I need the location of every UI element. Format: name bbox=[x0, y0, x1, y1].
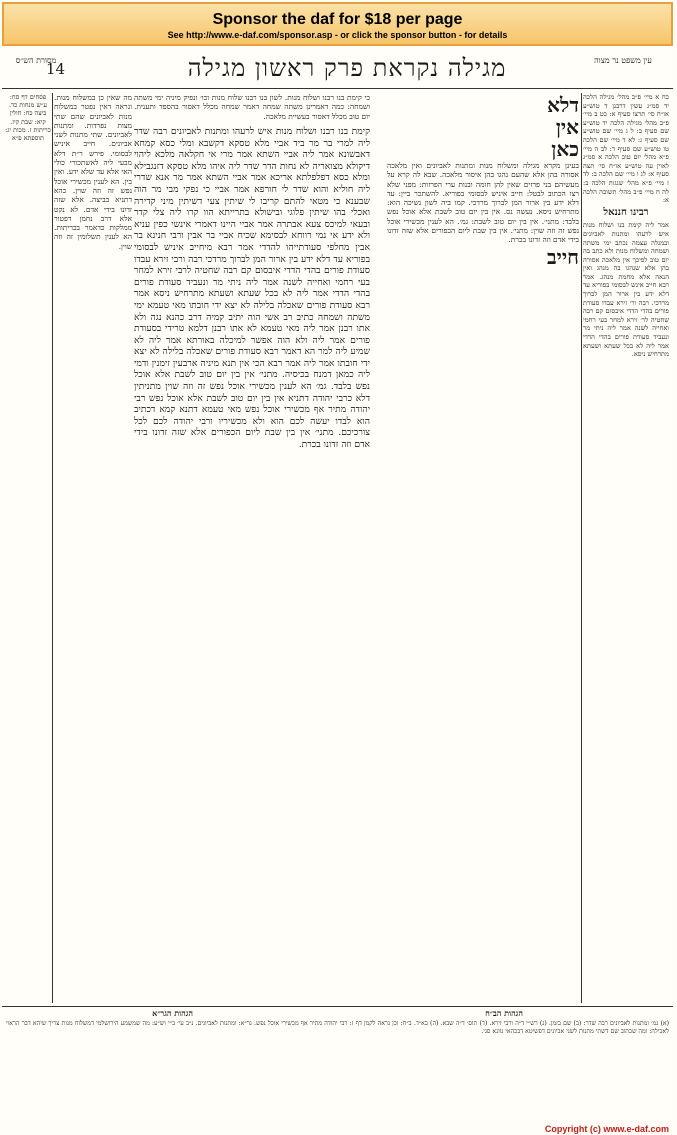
gemara-top-commentary bbox=[134, 93, 370, 125]
page-number: 14 bbox=[46, 60, 66, 78]
talmud-page bbox=[2, 48, 673, 1120]
copyright-notice[interactable]: Copyright (c) www.e-daf.com bbox=[544, 1124, 669, 1134]
column-divider-right bbox=[581, 93, 582, 1003]
gemara-top-text: כי קימת בנו רבנו ושלוח מנות. לשון בנו רבנו שלוח מנות וכו׳ ונפיק מיניה ימי משתה ושמחה: כמה דאמרינן משתה שמחה דאמר שמחה מכלל דאסור בהספד ותענית. יום טוב מכלל דאסור בעשיית מלאכה. bbox=[134, 93, 370, 121]
ein-mishpat-column bbox=[583, 93, 669, 1003]
rashi-text: בעינן מקרא מגילה ומשלוח מנות ומתנות לאביונים ואין מלאכה אסורה בהן אלא שהעם נהגו בהן איסור מלאכה. שבא לה קרא על מעשיהם בני פרזים שאין להן חומה ובנות ערי הפרזות: מפני שלא רצו הכתוב לבטל: חייב איניש לבסומי בפוריא. להשתכר ביין: עד דלא ידע בין ארור המן לברוך מרדכי. קמו ביה לשון נשיכה הוא: מתרחיש ניסא. נעשה נס. אין בין יום טוב לשבת אלא אוכל נפש בלבד: מתני׳. אין בין יום טוב לשבת: גמ׳. הא לענין מכשירי אוכל נפש זה וזה שוין: מתני׳. אין בין שבת ליום הכפורים אלא שזה זדונו בידי אדם וזה זדונו בכרת. bbox=[387, 161, 579, 245]
tosafot-text: מה שאין כן במשלוח מנות. ונראה דאין נפטר במשלוח מנות לאביונים שהם שתי מצות נפרדות. ומתנות לאביונים. שתי מתנות לשני אביונים. חייב איניש לבסומי. פירש ר״ת דלא מבעי ליה לאשתכורי כולי האי אלא עד שלא ידע. ואין בין. הא לענין מכשירי אוכל נפש זה וזה שוין. כהא דתניא בביצה. אלא שזה זדונו בידי אדם. לא נקט אלא דרב נחמן דפטור ממלקות כדאמר בכריתות. הא לענין תשלומין זה וזה שוין. bbox=[54, 93, 132, 251]
gemara-text: קימת בנו רבנו ושלוח מנות איש לרעהו ומתנות לאביונים רבה שדר ליה למרי בר מר ביד אביי מלא טסקא דקשבא ומלי כסא קמחא דאבשונא אמר ליה אביי השתא אמר מרי אי חקלאה מלכא ליהוי דיקולא מצואריה לא נחות הדר שדר ליה איהו מלא טסקא דזנגבילא ומלא כסא דפלפלתא אריכא אמר אביי השתא אמר מר אנא שדרי ליה חוליא והוא שדר לי חורפא אמר אביי כי נפקי מבי מר הוה שבענא כי מטאי להתם קריבו לי שיתין צעי דשיתין מיני קדירה ואכלי בהו שיתין פלוגי ובישולא בתרייתא הוו קרו ליה צלי קדר ובעאי למיכס צעא אבתרה אמר אביי היינו דאמרי אינשי כפין עניא ולא ידע אי נמי רווחא לבסימא שכיח אביי בר אבין ורבי חנינא בר אבין מחלפי סעודתייהו להדדי אמר רבא מיחייב איניש לבסומי בפוריא עד דלא ידע בין ארור המן לברוך מרדכי רבה ורבי זירא עבדו סעודת פורים בהדי הדדי איבסום קם רבה שחטיה לרבי זירא למחר בעי רחמי ואחייה לשנה אמר ליה ניתי מר ונעביד סעודת פורים בהדי הדדי אמר ליה לא בכל שעתא ושעתא מתרחיש ניסא אמר רבא סעודת פורים שאכלה בלילה לא יצא ידי חובתו מאי טעמא ימי משתה ושמחה כתיב רב אשי הוה יתיב קמיה דרב כהנא נגה ולא אתו רבנן אמר ליה מאי טעמא לא אתו רבנן דלמא טרידי בסעודת פורים אמר ליה ולא הוה אפשר למיכלה באורתא אמר ליה לא שמיע ליה למר הא דאמר רבא סעודת פורים שאכלה בלילה לא יצא ידי חובתו אמר ליה אמר רבא הכי אין תנא מיניה ארבעין זימנין ודמי ליה כמאן דמנח בכיסיה. מתני׳ אין בין יום טוב לשבת אלא אוכל נפש בלבד. גמ׳ הא לענין מכשירי אוכל נפש זה וזה שוין מתניתין דלא כרבי יהודה דתניא אין בין יום טוב לשבת אלא אוכל נפש רבי יהודה מתיר אף מכשירי אוכל נפש מאי טעמא דתנא קמא דכתיב הוא לבדו יעשה לכם הוא ולא מכשיריו ורבי יהודה לכם לכל צורכיכם. מתני׳ אין בין שבת ליום הכפורים אלא שזה זדונו בידי אדם וזה זדונו בכרת. bbox=[134, 126, 370, 451]
bach-heading: הגהות הב״ח bbox=[485, 1010, 523, 1018]
ein-mishpat-text: כח א מיי׳ פ״ב מהל׳ מגילה הלכה יד סמ״ג עשין דרבנן ד טוש״ע או״ח סי׳ תרצו סעיף א: כט ב מיי׳ פ״ב מהל׳ מגילה הלכה יד טוש״ע שם סעיף ב: ל ג מיי׳ שם טוש״ע שם סעיף ג: לא ד מיי׳ שם הלכה טו טוש״ע שם סעיף ד: לב ה מיי׳ פ״א מהל׳ יום טוב הלכה א סמ״ג לאוין עה טוש״ע או״ח סי׳ תצה סעיף א: לג ו מיי׳ שם הלכה ב: לד ז מיי׳ פ״א מהל׳ שגגות הלכה ב: לה ח מיי׳ פ״ב מהל׳ תשובה הלכה א: bbox=[583, 93, 669, 205]
tosafot-column bbox=[54, 93, 132, 1003]
rashi-ain-word: אין bbox=[555, 115, 579, 139]
footnotes-text: (א) גמ׳ ומתנות לאביונים רבה שדר: (ב) שם בזמן. (ג) רש״י ד״ה ורבי זירא. (ד) תוס׳ ד״ה שבא. (ה) בא״ד. ב״ח: וכן נראה לקמן דף ז: רבי יהודה מתיר אף מכשירי אוכל נפש. גר״א: ומתנות לאביונים. נ״ב עי׳ ב״י וש״ע: מה שמשמע הירושלמי דמשלוח מנות צריך שיהא דבר הראוי לאכילה: ומה שכתוב שם דשתי מתנות לשני אביונים דפשיטא דבכהאי גוונא סגי. bbox=[6, 1019, 669, 1035]
rashi-opening-word: דלא bbox=[547, 93, 579, 117]
rashi-chayav-word: חייב bbox=[547, 244, 579, 269]
notes-divider bbox=[2, 1006, 673, 1007]
sponsor-subtitle[interactable]: See http://www.e-daf.com/sponsor.asp - or click the sponsor button - for details bbox=[167, 30, 508, 40]
gemara-column bbox=[134, 126, 370, 998]
footnotes-headings bbox=[6, 1010, 669, 1018]
ein-mishpat-label: עין משפט נר מצוה bbox=[594, 56, 652, 65]
footnotes-section bbox=[6, 1010, 669, 1110]
rashi-kan-word: כאן bbox=[551, 137, 579, 161]
mesoret-text: פסחים דף סח: ע״ש מנחות כד. ביצה כח: חולין קיא: שבת קיז. כריתות ז. מכות יג: תוספתא פ״א bbox=[5, 93, 51, 143]
mesoret-label: מסורת הש״ס bbox=[15, 56, 57, 65]
sponsor-title[interactable]: Sponsor the daf for $18 per page bbox=[212, 11, 463, 28]
sponsor-banner[interactable] bbox=[2, 2, 673, 46]
page-header bbox=[2, 54, 673, 92]
mesoret-column bbox=[4, 93, 52, 1003]
column-divider-left bbox=[52, 93, 53, 1003]
rabbeinu-chananel-title: רבינו חננאל bbox=[603, 206, 649, 218]
page-title: מגילה נקראת פרק ראשון מגילה bbox=[187, 54, 507, 82]
header-divider bbox=[2, 88, 673, 89]
rashi-column bbox=[387, 93, 579, 1003]
rabbeinu-chananel-text: אמר ליה קימת בנו ושלוח מנות איש לרעהו ומתנות לאביונים ובמגלה עצמה נכתב ימי משתה ושמחה ומשלוח מנות ולא כתב בה יום טוב לפיכך אין מלאכה אסורה בהן אלא שנהגו בה מנהג ואין הנאה אלא מחמת מנהג. אמר רבא חייב אינש לבסומי בפוריא עד דלא ידע בין ארור המן לברוך מרדכי. רבה ור׳ זירא עבדו סעודת פורים בהדי הדדי איבסום קם רבה שחטיה לר׳ זירא למחר בעי רחמי ואחייה לשנה אמר ליה ניתי מר ונעביד סעודת פורים בהדי הדדי אמר ליה לא בכל שעתא ושעתא מתרחיש ניסא. bbox=[583, 221, 669, 359]
gra-heading: הגהות הגר״א bbox=[152, 1010, 193, 1018]
